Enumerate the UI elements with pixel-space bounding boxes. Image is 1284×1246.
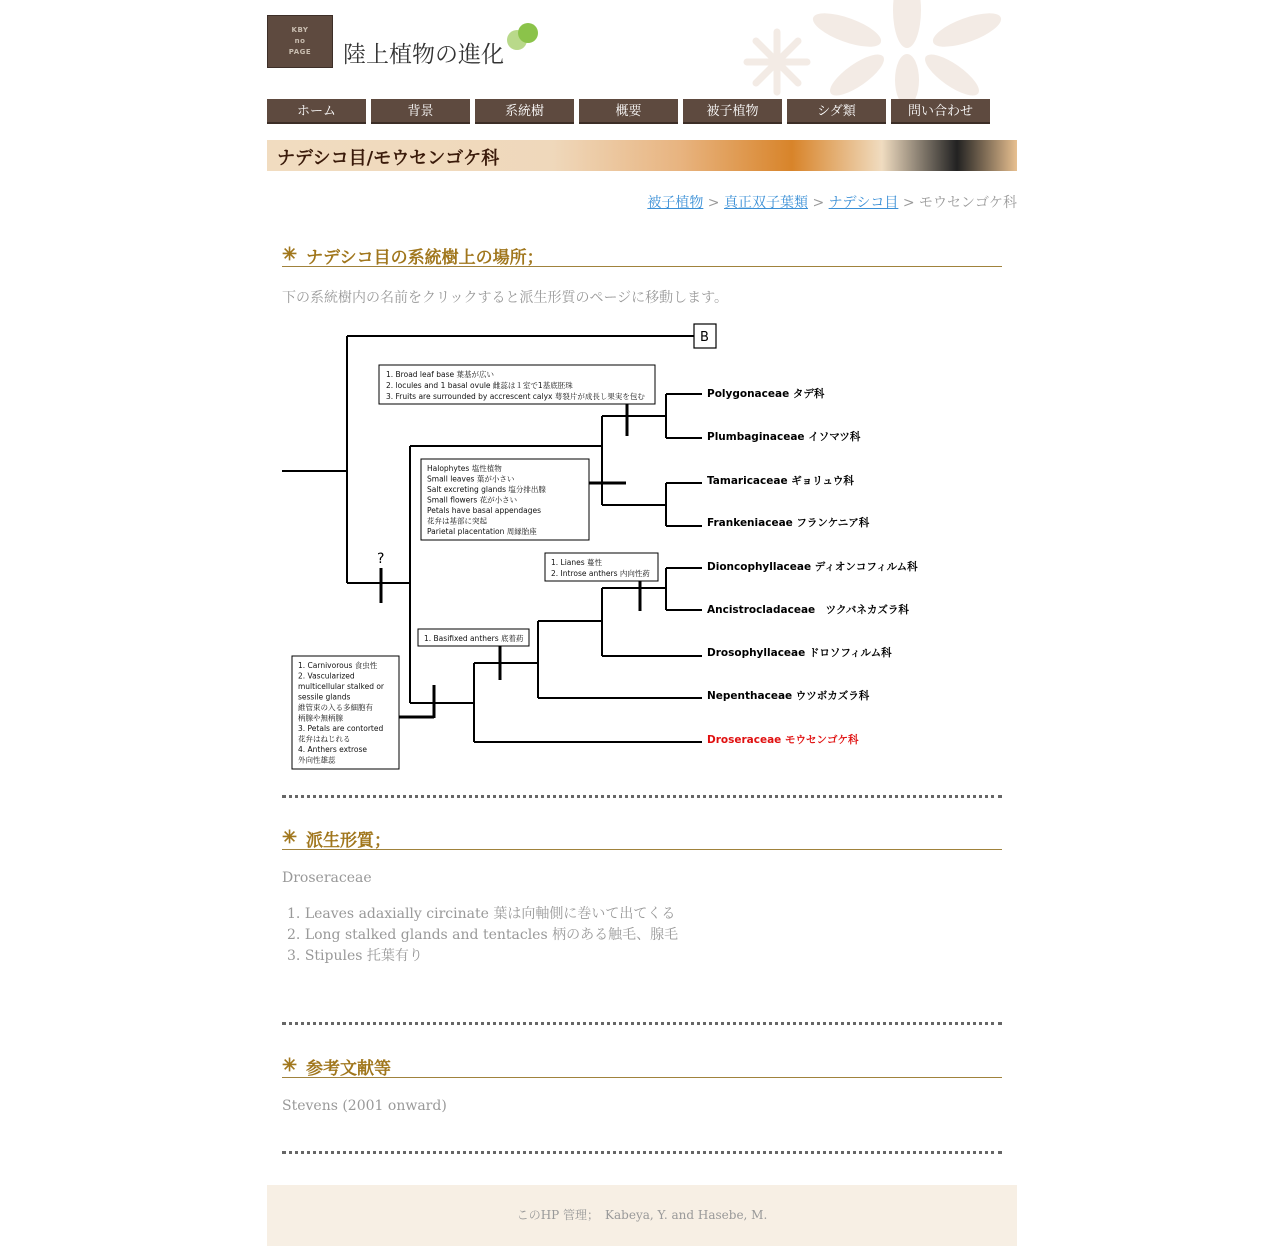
taxon-ancistrocladaceae[interactable]: Ancistrocladaceae ツクバネカズラ科 [707,604,909,616]
nav-overview[interactable]: 概要 [579,99,678,124]
tree-intro: 下の系統樹内の名前をクリックすると派生形質のページに移動します。 [282,290,729,306]
char-carnivorous-line-2: 2. Vascularized [298,671,355,681]
logo-line-1: KBY [291,26,309,34]
page-title-band [267,140,1017,171]
footer: このHP 管理； Kabeya, Y. and Hasebe, M. [267,1185,1017,1246]
nav-home[interactable]: ホーム [267,99,366,124]
derived-heading-text: 派生形質； [306,831,391,851]
main-nav [267,99,990,124]
char-polygonaceae-line-3: 3. Fruits are surrounded by accrescent calyx 萼裂片が成長し果実を包む [386,392,645,401]
char-halophytes-line-1: Halophytes 塩性植物 [427,464,502,473]
nav-phylogeny[interactable]: 系統樹 [475,99,574,124]
page [267,0,1017,1246]
breadcrumb-link-angiosperms[interactable]: 被子植物 [647,195,704,211]
page-title: ナデシコ目/モウセンゴケ科 [277,148,500,169]
char-carnivorous-line-4: sessile glands [298,692,351,702]
char-carnivorous-line-5: 維管束の入る多細胞有 [298,703,373,712]
char-carnivorous-line-1: 1. Carnivorous 食虫性 [298,661,378,670]
phylogenetic-tree [282,318,922,778]
char-halophytes-line-3: Salt excreting glands 塩分排出腺 [427,485,546,494]
taxon-polygonaceae[interactable]: Polygonaceae タデ科 [707,388,825,400]
taxon-plumbaginaceae[interactable]: Plumbaginaceae イソマツ科 [707,431,861,443]
char-carnivorous-line-10: 外向性雄蕊 [298,755,336,765]
char-halophytes-line-7: Parietal placentation 周縁胎座 [427,527,537,536]
char-lianes-line-2: 2. Introse anthers 内向性葯 [551,569,650,578]
breadcrumb-separator: > [902,195,915,211]
site-logo[interactable] [267,15,333,68]
char-polygonaceae-line-1: 1. Broad leaf base 葉基が広い [386,370,495,379]
breadcrumb-link-caryophyllales[interactable]: ナデシコ目 [828,195,899,211]
taxon-tamaricaceae[interactable]: Tamaricaceae ギョリュウ科 [707,475,854,487]
asterisk-icon: ✳ [282,1055,298,1076]
outgroup-label: B [700,330,709,345]
green-dot-icon [518,23,538,43]
nav-ferns[interactable]: シダ類 [787,99,886,124]
char-halophytes-line-2: Small leaves 葉が小さい [427,474,515,484]
references-heading-text: 参考文献等 [306,1059,391,1079]
char-lianes-line-1: 1. Lianes 蔓性 [551,558,603,567]
tree-section-heading [282,243,1002,267]
taxon-dioncophyllaceae[interactable]: Dioncophyllaceae ディオンコフィルム科 [707,561,918,573]
breadcrumb-separator: > [812,195,825,211]
question-mark: ? [377,551,385,567]
logo-line-2: no [294,37,306,45]
char-carnivorous-line-7: 3. Petals are contorted [298,724,384,733]
list-item: 2. Long stalked glands and tentacles 柄のある触毛、腺毛 [287,927,679,943]
char-basifixed-line-1: 1. Basifixed anthers 底着葯 [424,634,524,643]
asterisk-icon: ✳ [282,244,298,265]
section-divider [282,795,1002,798]
char-halophytes-line-5: Petals have basal appendages [427,506,542,515]
flower-decoration-icon [737,0,1017,100]
nav-background[interactable]: 背景 [371,99,470,124]
taxon-drosophyllaceae[interactable]: Drosophyllaceae ドロソフィルム科 [707,647,892,659]
references-text: Stevens (2001 onward) [282,1098,447,1114]
breadcrumb [647,192,1017,212]
list-item: 1. Leaves adaxially circinate 葉は向軸側に巻いて出てくる [287,906,676,922]
derived-group-name: Droseraceae [282,870,372,886]
section-divider [282,1151,1002,1154]
breadcrumb-separator: > [707,195,720,211]
char-halophytes-line-6: 花弁は基部に突起 [427,516,487,526]
char-carnivorous-line-3: multicellular stalked or [298,682,385,691]
site-title: 陸上植物の進化 [343,42,504,68]
taxon-nepenthaceae[interactable]: Nepenthaceae ウツボカズラ科 [707,690,870,702]
char-halophytes-line-4: Small flowers 花が小さい [427,495,518,505]
list-item: 3. Stipules 托葉有り [287,948,423,964]
nav-angiosperms[interactable]: 被子植物 [683,99,782,124]
taxon-frankeniaceae[interactable]: Frankeniaceae フランケニア科 [707,517,870,529]
section-divider [282,1022,1002,1025]
char-carnivorous-line-8: 花弁はねじれる [298,734,351,744]
breadcrumb-current: モウセンゴケ科 [919,195,1017,211]
references-section-heading [282,1054,1002,1078]
derived-section-heading [282,826,1002,850]
nav-contact[interactable]: 問い合わせ [891,99,990,124]
char-carnivorous-line-6: 柄腺や無柄腺 [298,713,343,723]
char-polygonaceae-line-2: 2. locules and 1 basal ovule 雌蕊は１室で1基底胚珠 [386,381,573,390]
logo-line-3: PAGE [288,48,312,56]
breadcrumb-link-eudicots[interactable]: 真正双子葉類 [723,195,808,211]
tree-heading-text: ナデシコ目の系統樹上の場所； [306,248,544,268]
derived-characters-list [287,904,678,967]
char-carnivorous-line-9: 4. Anthers extrose [298,745,367,754]
header [267,0,1017,96]
taxon-droseraceae[interactable]: Droseraceae モウセンゴケ科 [707,734,859,746]
asterisk-icon: ✳ [282,827,298,848]
